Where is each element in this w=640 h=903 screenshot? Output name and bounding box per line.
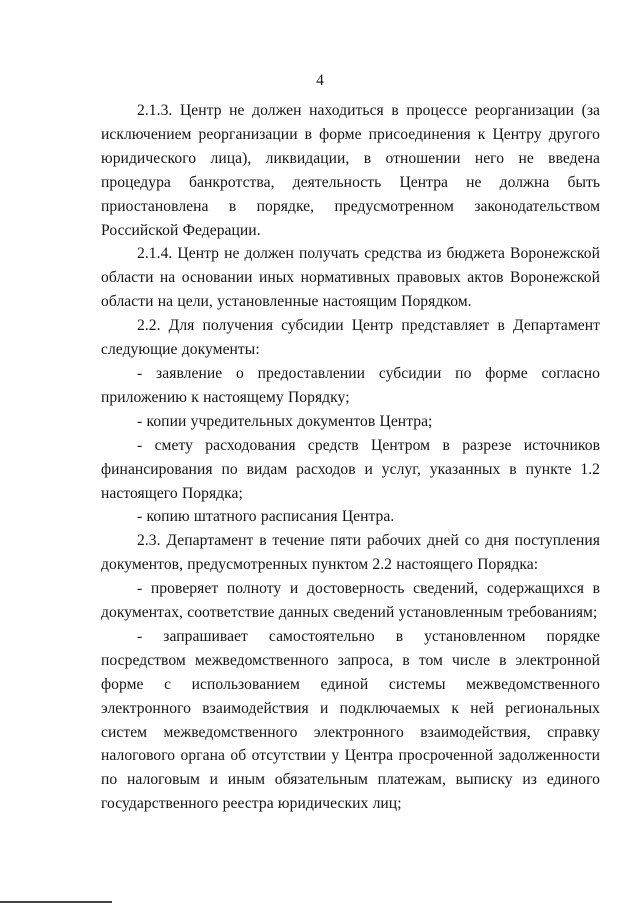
list-item-staff-schedule: - копию штатного расписания Центра. xyxy=(137,508,395,526)
list-item-charter-copies: - копии учредительных документов Центра; xyxy=(137,412,433,430)
list-item-verification: - проверяет полноту и достоверность сведений, содержащихся в документах, соответствие данных сведений установленным требованиям; xyxy=(101,580,600,622)
paragraph-2-3: 2.3. Департамент в течение пяти рабочих дней со дня поступления документов, предусмотренных пунктом 2.2 настоящего Порядка: xyxy=(101,532,600,574)
page-number: 4 xyxy=(316,72,324,89)
paragraph-2-1-4: 2.1.4. Центр не должен получать средства из бюджета Воронежской области на основании иных нормативных правовых актов Воронежской области на цели, установленные настоящим Порядком. xyxy=(101,245,600,311)
document-body xyxy=(101,99,600,816)
paragraph-2-1-3: 2.1.3. Центр не должен находиться в процессе реорганизации (за исключением реорганизации в форме присоединения к Центру другого юридического лица), ликвидации, в отношении него не введена процедура банкротства, деятельность Центра не должна быть приостановлена в порядке, предусмотренном законодательством Российской Федерации. xyxy=(101,102,600,239)
list-item-budget-estimate: - смету расходования средств Центром в разрезе источников финансирования по видам расходов и услуг, указанных в пункте 1.2 настоящего Порядка; xyxy=(101,436,600,502)
paragraph-2-2: 2.2. Для получения субсидии Центр представляет в Департамент следующие документы: xyxy=(101,317,600,359)
list-item-application: - заявление о предоставлении субсидии по форме согласно приложению к настоящему Порядку; xyxy=(101,364,600,406)
list-item-interagency-request: - запрашивает самостоятельно в установленном порядке посредством межведомственного запроса, в том числе в электронной форме с использованием единой системы межведомственного электронного взаимодействия и подключаемых к ней региональных систем межведомственного электронного взаимодействия, справку налогового органа об отсутствии у Центра просроченной задолженности по налоговым и иным обязательным платежам, выписку из единого государственного реестра юридических лиц; xyxy=(101,627,600,813)
